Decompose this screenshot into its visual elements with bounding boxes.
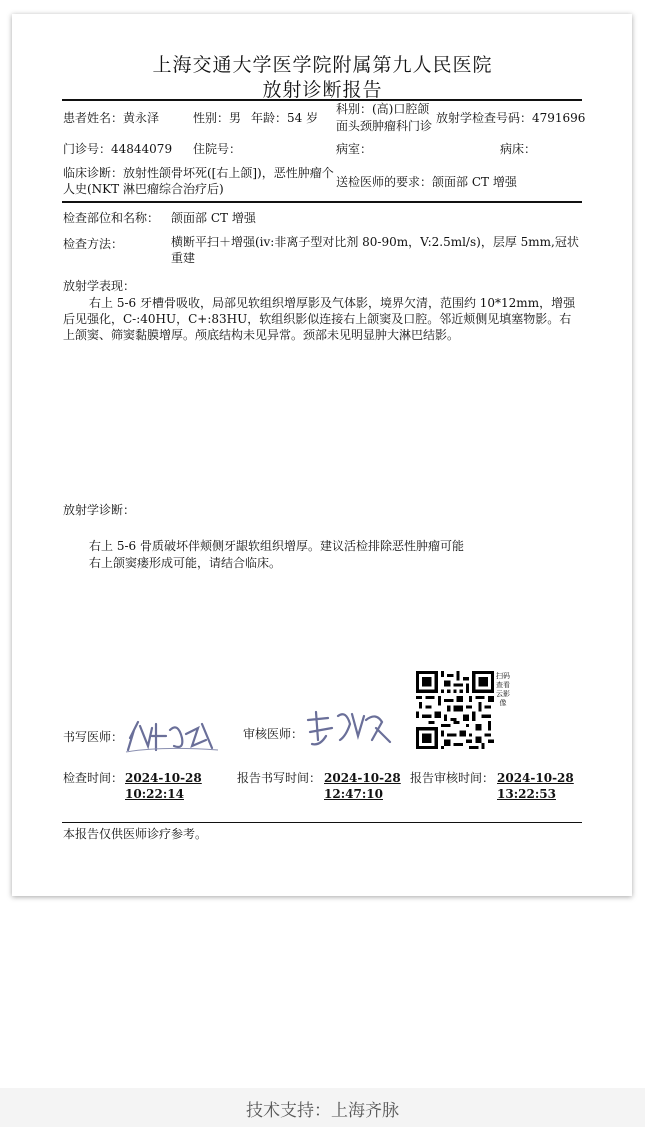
findings-label: 放射学表现： [63,279,136,293]
exam-number: 放射学检查号码：4791696 [436,111,586,125]
method-label: 检查方法： [63,237,124,251]
header-rule [62,99,582,101]
department-line2: 面头颈肿瘤科门诊 [336,119,433,133]
diagnosis-line2: 右上颌窦瘘形成可能，请结合临床。 [89,556,282,570]
doctor-request: 送检医师的要求：颌面部 CT 增强 [336,175,517,189]
exam-site: 颌面部 CT 增强 [171,211,256,225]
department-line1: 科别：(高)口腔颌 [336,102,430,116]
writer-label: 书写医师： [63,730,124,744]
hospital-name: 上海交通大学医学院附属第九人民医院 [152,54,493,76]
diagnosis-label: 放射学诊断： [63,503,136,517]
clinic-number: 门诊号：44844079 [63,142,173,156]
tech-support-text: 技术支持：上海齐脉 [246,1101,399,1121]
footer-rule [62,822,582,823]
write-date: 2024-10-28 [324,771,401,785]
bed: 病床： [500,142,537,156]
findings-text: 右上 5-6 牙槽骨吸收，局部见软组织增厚影及气体影，境界欠清，范围约 10*12mm，增强后见强化，C-:40HU，C+:83HU，软组织影似连接右上颌窦及口腔。邻近颊侧见填塞物影。右上颌窦、筛窦黏膜增厚。颅底结构未见异常。颈部未见明显肿大淋巴结影。 [63,296,576,342]
write-clock: 12:47:10 [324,787,383,801]
patient-gender: 性别：男 [193,111,242,125]
review-time-label: 报告审核时间： [410,771,495,785]
patient-age: 年龄：54 岁 [251,111,319,125]
disclaimer: 本报告仅供医师诊疗参考。 [63,827,208,841]
report-title: 放射诊断报告 [262,79,383,101]
reviewer-label: 审核医师： [243,727,304,741]
exam-date: 2024-10-28 [125,771,202,785]
review-clock: 13:22:53 [497,787,556,801]
qr-code-icon[interactable] [416,671,494,749]
exam-site-label: 检查部位和名称： [63,211,160,225]
exam-clock: 10:22:14 [125,787,184,801]
info-rule [62,201,582,203]
inpatient-number: 住院号： [193,142,242,156]
write-time-label: 报告书写时间： [237,771,322,785]
patient-name: 患者姓名：黄永泽 [63,111,160,125]
exam-method: 横断平扫＋增强(iv:非离子型对比剂 80-90m，V:2.5ml/s)，层厚 5mm,冠状重建 [171,235,579,265]
exam-time-label: 检查时间： [63,771,124,785]
ward: 病室： [336,142,373,156]
reviewer-signature [302,706,394,750]
qr-side-text: 扫码查看云影像 [496,672,510,707]
review-date: 2024-10-28 [497,771,574,785]
clinical-diagnosis: 临床诊断：放射性颌骨坏死([右上颌])，恶性肿瘤个人史(NKT 淋巴瘤综合治疗后) [63,166,334,196]
diagnosis-line1: 右上 5-6 骨质破坏伴颊侧牙龈软组织增厚。建议活检排除恶性肿瘤可能 [89,539,464,553]
writer-signature [122,716,222,756]
